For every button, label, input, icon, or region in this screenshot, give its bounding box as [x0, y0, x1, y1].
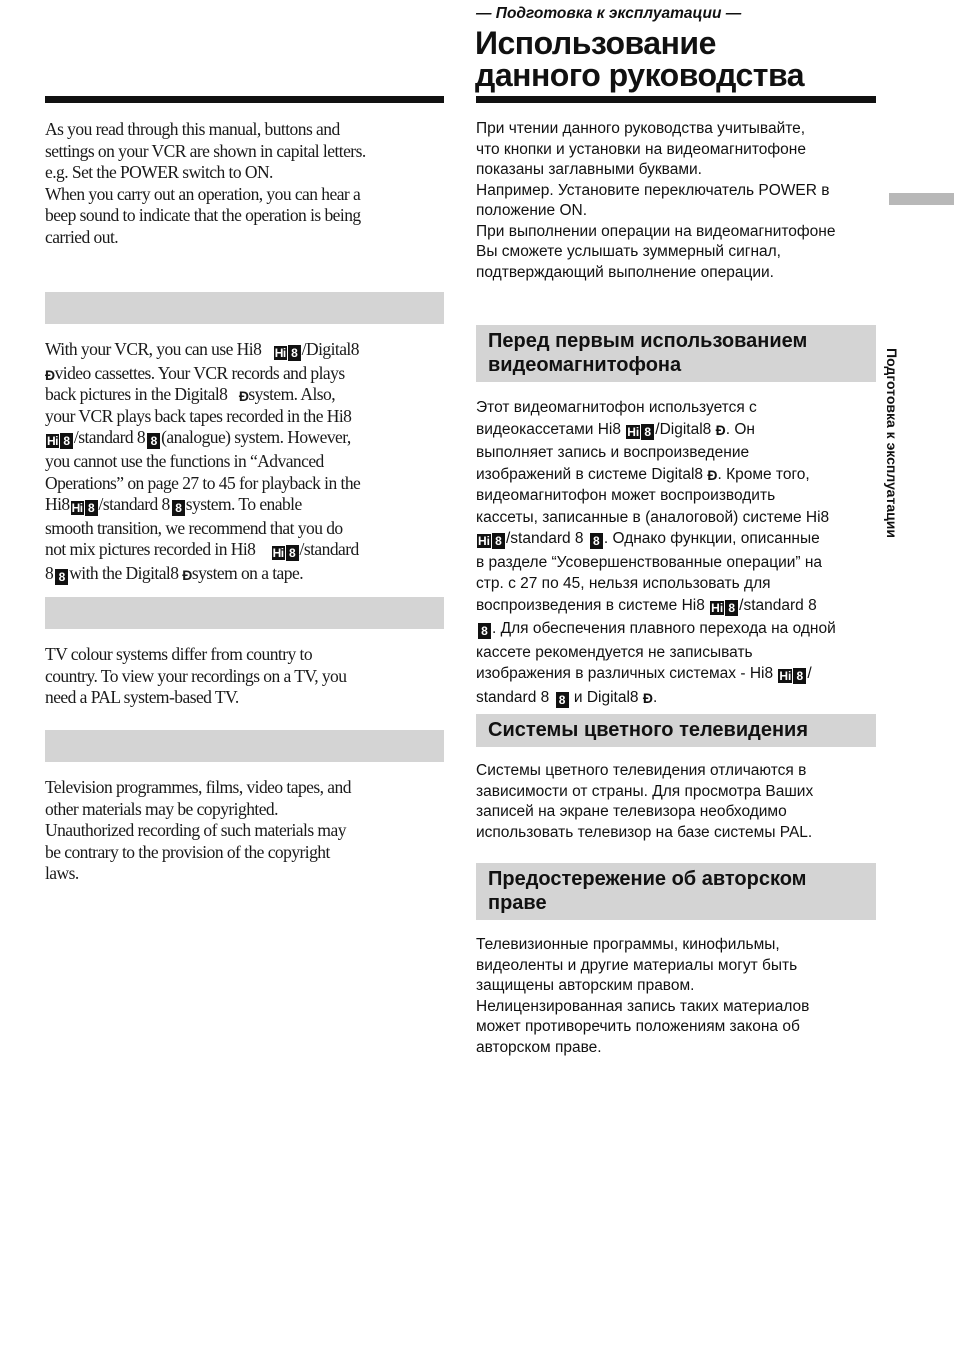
- en-intro-line: When you carry out an operation, you can hear a: [45, 183, 361, 204]
- ru-s1-line: изображения в различных системах - Hi8 Hi 8 /: [476, 663, 878, 687]
- side-label: Подготовка к эксплуатации: [884, 348, 900, 538]
- ru-s2-line: Системы цветного телевидения отличаются в: [476, 762, 807, 779]
- ru-intro: [476, 119, 878, 283]
- std8-logo: 8: [589, 530, 603, 552]
- en-s2-line: TV colour systems differ from country to: [45, 644, 313, 664]
- ru-s3-line: Телевизионные программы, кинофильмы,: [476, 936, 780, 953]
- ru-heading-line: Предостережение об авторском: [488, 868, 807, 890]
- digital8-logo: Ð: [707, 466, 718, 483]
- ru-s2-line: использовать телевизор на базе системы PAL.: [476, 823, 813, 841]
- en-intro-line: settings on your VCR are shown in capital letters.: [45, 140, 366, 161]
- en-s1-line: you cannot use the functions in “Advanced: [45, 450, 324, 471]
- ru-s1-line: 8 . Для обеспечения плавного перехода на одной: [476, 618, 878, 642]
- digital8-logo: Ð: [642, 689, 653, 706]
- ru-intro-line: что кнопки и установки на видеомагнитофоне: [476, 140, 806, 158]
- ru-s3-line: может противоречить положениям закона об: [476, 1018, 800, 1035]
- ru-heading-line: Системы цветного телевидения: [488, 719, 808, 741]
- hi8-logo: Hi 8: [778, 665, 806, 687]
- section-label: — Подготовка к эксплуатации —: [476, 5, 742, 22]
- en-s1-line: Hi 8 /standard 8 8 (analogue) system. However,: [45, 427, 445, 451]
- en-s2-line: need a PAL system-based TV.: [45, 687, 239, 708]
- en-s1-line: your VCR plays back tapes recorded in the Hi8: [45, 405, 352, 426]
- ru-s1-line: изображений в системе Digital8 Ð. Кроме того,: [476, 465, 810, 483]
- page-title: [475, 27, 804, 91]
- ru-s3-line: авторском праве.: [476, 1038, 602, 1056]
- ru-s1-line: Hi 8 /standard 8 8 . Однако функции, описанные: [476, 528, 878, 552]
- ru-intro-line: положение ON.: [476, 202, 588, 219]
- ru-s1-line: выполняет запись и воспроизведение: [476, 444, 750, 461]
- en-s3-line: be contrary to the provision of the copyright: [45, 841, 330, 862]
- en-s1-line: Operations” on page 27 to 45 for playback in the: [45, 472, 361, 493]
- en-s3-line: Television programmes, films, video tapes, and: [45, 777, 351, 797]
- ru-heading-tv-systems: [476, 714, 876, 747]
- ru-heading-before-first-use: [476, 325, 876, 382]
- en-intro-line: carried out.: [45, 226, 119, 247]
- en-section-2: [45, 644, 445, 709]
- en-s3-line: laws.: [45, 863, 79, 884]
- ru-intro-line: показаны заглавными буквами.: [476, 161, 702, 178]
- ru-heading-line: Перед первым использованием: [488, 330, 808, 352]
- en-heading-bar-2: [45, 597, 444, 629]
- ru-s1-line: видеомагнитофон может воспроизводить: [476, 487, 776, 504]
- en-s1-line: not mix pictures recorded in Hi8 Hi 8 /standard: [45, 539, 445, 563]
- en-s1-line: back pictures in the Digital8 Ðsystem. Also,: [45, 384, 336, 405]
- en-s1-line: Ðvideo cassettes. Your VCR records and plays: [45, 362, 345, 383]
- en-intro-line: e.g. Set the POWER switch to ON.: [45, 162, 273, 183]
- std8-logo: 8: [171, 496, 185, 518]
- ru-s1-line: в разделе “Усовершенствованные операции” на: [476, 553, 823, 571]
- ru-s3-line: Нелицензированная запись таких материалов: [476, 997, 810, 1015]
- en-intro-line: As you read through this manual, buttons and: [45, 119, 340, 139]
- digital8-logo: Ð: [45, 366, 55, 383]
- ru-intro-line: Например. Установите переключатель POWER в: [476, 181, 830, 199]
- hi8-logo: Hi 8: [626, 421, 654, 443]
- ru-s3-line: видеоленты и другие материалы могут быть: [476, 956, 798, 974]
- ru-heading-line: праве: [488, 892, 547, 914]
- ru-s1-line: видеокассетами Hi8 Hi 8 /Digital8 Ð. Он: [476, 419, 878, 443]
- ru-s1-line: воспроизведения в системе Hi8 Hi 8 /standard 8: [476, 595, 878, 619]
- en-s1-line: 8 8 with the Digital8 Ðsystem on a tape.: [45, 563, 445, 587]
- digital8-logo: Ð: [715, 421, 726, 438]
- en-section-1: [45, 339, 445, 587]
- ru-intro-line: При чтении данного руководства учитывайте,: [476, 120, 806, 137]
- std8-logo: 8: [555, 689, 569, 711]
- ru-s2-line: зависимости от страны. Для просмотра Ваших: [476, 782, 814, 800]
- ru-section-2: [476, 761, 878, 843]
- ru-section-3: [476, 935, 878, 1058]
- ru-heading-copyright: [476, 863, 876, 920]
- ru-heading-line: видеомагнитофона: [488, 354, 682, 376]
- en-s1-line: smooth transition, we recommend that you do: [45, 517, 343, 538]
- ru-intro-line: При выполнении операции на видеомагнитофоне: [476, 222, 836, 240]
- hi8-logo: Hi 8: [272, 541, 299, 563]
- page-title-line2: данного руководства: [475, 57, 804, 93]
- ru-s1-line: стр. с 27 по 45, нельзя использовать для: [476, 575, 771, 592]
- en-heading-bar-1: [45, 292, 444, 324]
- ru-s1-line: Этот видеомагнитофон используется с: [476, 399, 757, 416]
- hi8-logo: Hi 8: [710, 597, 738, 619]
- ru-s1-line: standard 8 8 и Digital8 Ð.: [476, 687, 878, 711]
- ru-section-1: [476, 397, 878, 710]
- ru-intro-line: подтверждающий выполнение операции.: [476, 263, 774, 281]
- hi8-logo: Hi 8: [477, 530, 505, 552]
- std8-logo: 8: [477, 620, 491, 642]
- hi8-logo: Hi 8: [71, 496, 98, 518]
- en-s2-line: country. To view your recordings on a TV, you: [45, 665, 347, 686]
- ru-s2-line: записей на экране телевизора необходимо: [476, 803, 787, 820]
- std8-logo: 8: [146, 429, 160, 451]
- en-s1-line: With your VCR, you can use Hi8 Hi 8 /Digital8: [45, 339, 445, 363]
- en-s1-line: Hi8 Hi 8 /standard 8 8 system. To enable: [45, 494, 445, 518]
- en-section-3: [45, 777, 445, 885]
- std8-logo: 8: [54, 565, 68, 587]
- en-heading-bar-3: [45, 730, 444, 762]
- en-s3-line: Unauthorized recording of such materials may: [45, 820, 346, 841]
- left-top-rule: [45, 96, 444, 103]
- en-intro: [45, 119, 445, 249]
- en-intro-line: beep sound to indicate that the operation is being: [45, 205, 361, 226]
- digital8-logo: Ð: [182, 566, 192, 583]
- side-tab: [889, 193, 954, 205]
- ru-s3-line: защищены авторским правом.: [476, 977, 695, 994]
- digital8-logo: Ð: [238, 388, 249, 405]
- page-title-line1: Использование: [475, 25, 716, 61]
- hi8-logo: Hi 8: [274, 341, 301, 363]
- ru-intro-line: Вы сможете услышать зуммерный сигнал,: [476, 243, 781, 260]
- hi8-logo: Hi 8: [46, 429, 73, 451]
- right-top-rule: [476, 96, 876, 103]
- ru-s1-line: кассеты, записанные в (аналоговой) системе Hi8: [476, 508, 830, 526]
- ru-s1-line: кассете рекомендуется не записывать: [476, 643, 753, 661]
- en-s3-line: other materials may be copyrighted.: [45, 798, 278, 819]
